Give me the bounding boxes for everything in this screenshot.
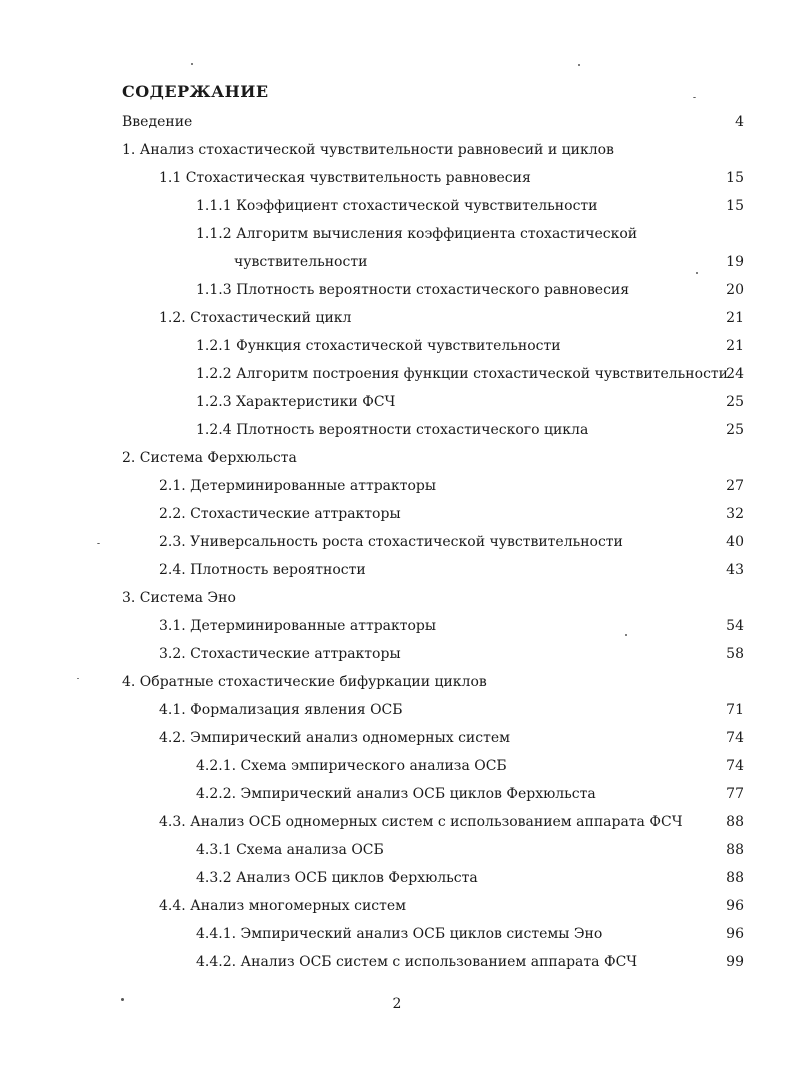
toc-entry-label: 4.3.2 Анализ ОСБ циклов Ферхюльста (196, 870, 478, 886)
toc-entry-page: 27 (726, 478, 744, 494)
toc-entry (0, 836, 794, 864)
toc-entry-page: 15 (726, 198, 744, 214)
scan-speck (191, 63, 193, 65)
toc-entry (0, 220, 794, 248)
toc-entry (0, 864, 794, 892)
toc-entry-label: 4.2. Эмпирический анализ одномерных систем (159, 730, 510, 746)
toc-entry-page: 43 (726, 562, 744, 578)
toc-entry (0, 136, 794, 164)
toc-entry-page: 21 (726, 310, 744, 326)
toc-entry-page: 74 (726, 730, 744, 746)
toc-entry-label: 1.2.3 Характеристики ФСЧ (196, 394, 396, 410)
page-number: 2 (392, 996, 402, 1012)
toc-entry (0, 444, 794, 472)
scan-speck (97, 543, 100, 544)
toc-entry (0, 948, 794, 976)
toc-entry-label: 4.2.1. Схема эмпирического анализа ОСБ (196, 758, 507, 774)
toc-entry (0, 556, 794, 584)
toc-entry (0, 388, 794, 416)
toc-entry (0, 752, 794, 780)
toc-entry (0, 360, 794, 388)
toc-entry-page: 74 (726, 758, 744, 774)
toc-entry-label: 2. Система Ферхюльста (122, 450, 297, 466)
toc-entry (0, 192, 794, 220)
toc-entry (0, 472, 794, 500)
toc-entry (0, 304, 794, 332)
toc-entry (0, 276, 794, 304)
toc-entry-page: 4 (735, 114, 744, 130)
scan-speck (696, 272, 698, 274)
toc-entry (0, 108, 794, 136)
toc-title: СОДЕРЖАНИЕ (122, 82, 269, 101)
toc-entry-page: 32 (726, 506, 744, 522)
toc-entry-page: 19 (726, 254, 744, 270)
toc-entry-label: чувствительности (234, 254, 368, 270)
toc-entry-label: 1.2. Стохастический цикл (159, 310, 352, 326)
toc-entry-page: 54 (726, 618, 744, 634)
toc-entry-page: 99 (726, 954, 744, 970)
toc-entry-label: 1.1.3 Плотность вероятности стохастического равновесия (196, 282, 630, 298)
toc-entry-label: 1.1 Стохастическая чувствительность равновесия (159, 170, 531, 186)
toc-entry (0, 724, 794, 752)
toc-entry-page: 25 (726, 394, 744, 410)
toc-entry-page: 25 (726, 422, 744, 438)
toc-entry-page: 88 (726, 870, 744, 886)
toc-entry (0, 332, 794, 360)
toc-entry (0, 808, 794, 836)
toc-entry-label: 3.1. Детерминированные аттракторы (159, 618, 437, 634)
toc-entry-label: 1.2.4 Плотность вероятности стохастического цикла (196, 422, 589, 438)
toc-entry (0, 640, 794, 668)
toc-entry (0, 528, 794, 556)
toc-entry (0, 584, 794, 612)
toc-entry-label: 4.4. Анализ многомерных систем (159, 898, 407, 914)
scan-speck (693, 97, 696, 98)
toc-entry (0, 696, 794, 724)
scan-speck (77, 678, 79, 679)
toc-entry-label: 1. Анализ стохастической чувствительности равновесий и циклов (122, 142, 614, 158)
toc-entry-page: 71 (726, 702, 744, 718)
toc-entry-label: 1.1.2 Алгоритм вычисления коэффициента стохастической (196, 226, 638, 242)
toc-entry-label: 4.1. Формализация явления ОСБ (159, 702, 403, 718)
toc-entry-page: 20 (726, 282, 744, 298)
toc-entry-page: 21 (726, 338, 744, 354)
toc-entry (0, 164, 794, 192)
toc-entry-page: 15 (726, 170, 744, 186)
scan-speck (578, 64, 580, 66)
toc-entry-label: 4.3. Анализ ОСБ одномерных систем с использованием аппарата ФСЧ (159, 814, 683, 830)
toc-entry (0, 612, 794, 640)
toc-entry-label: 4.2.2. Эмпирический анализ ОСБ циклов Ферхюльста (196, 786, 596, 802)
toc-entry (0, 780, 794, 808)
toc-entry-label: 2.4. Плотность вероятности (159, 562, 366, 578)
toc-entry-page: 24 (726, 366, 744, 382)
toc-entry-page: 96 (726, 898, 744, 914)
scan-speck (121, 998, 124, 1001)
toc-entry-label: 3.2. Стохастические аттракторы (159, 646, 401, 662)
scan-speck (625, 634, 627, 636)
toc-entry-page: 77 (726, 786, 744, 802)
toc-entry-label: 4.3.1 Схема анализа ОСБ (196, 842, 384, 858)
toc-entry-label: 2.2. Стохастические аттракторы (159, 506, 401, 522)
toc-entry-page: 40 (726, 534, 744, 550)
toc-entry (0, 416, 794, 444)
toc-entry-label: 2.3. Универсальность роста стохастической чувствительности (159, 534, 623, 550)
toc-entry-label: 2.1. Детерминированные аттракторы (159, 478, 437, 494)
toc-entry-page: 88 (726, 814, 744, 830)
toc-entry-label: 1.1.1 Коэффициент стохастической чувствительности (196, 198, 598, 214)
toc-entry-label: 4. Обратные стохастические бифуркации циклов (122, 674, 487, 690)
toc-entry-label: 1.2.2 Алгоритм построения функции стохастической чувствительности (196, 366, 728, 382)
toc-entry-label: 4.4.2. Анализ ОСБ систем с использованием аппарата ФСЧ (196, 954, 638, 970)
toc-entry-label: 4.4.1. Эмпирический анализ ОСБ циклов системы Эно (196, 926, 603, 942)
toc-entry-page: 96 (726, 926, 744, 942)
toc-entry (0, 920, 794, 948)
toc-entry (0, 500, 794, 528)
toc-entry-page: 58 (726, 646, 744, 662)
toc-entry (0, 668, 794, 696)
toc-entry-label: 3. Система Эно (122, 590, 236, 606)
toc-entry (0, 892, 794, 920)
toc-entry (0, 248, 794, 276)
toc-entry-page: 88 (726, 842, 744, 858)
toc-entry-label: Введение (122, 114, 193, 130)
toc-entry-label: 1.2.1 Функция стохастической чувствительности (196, 338, 561, 354)
